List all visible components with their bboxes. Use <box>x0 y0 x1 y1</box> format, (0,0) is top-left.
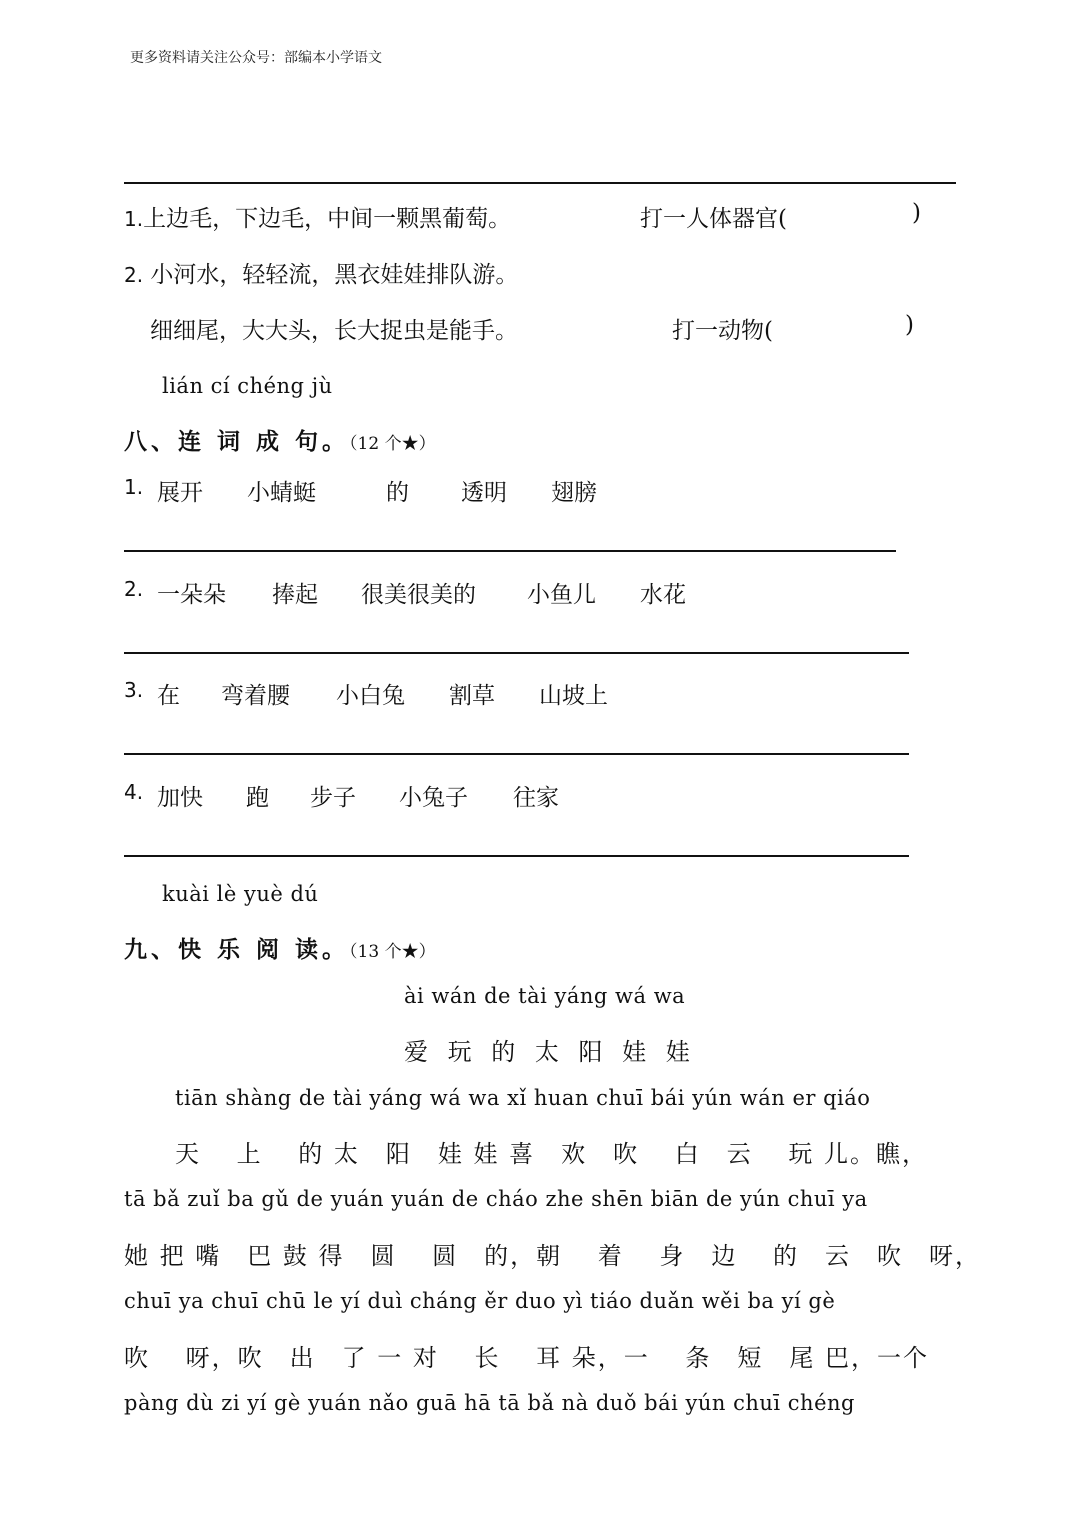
section8-stars: （12 个★） <box>349 434 436 454</box>
word: 展开 <box>157 480 203 506</box>
story-line-2: 她 把 嘴 巴 鼓 得 圆 圆 的，朝 着 身 边 的 云 吹 呀， <box>124 1242 982 1270</box>
sentence-item-4: 4. 加快 跑 步子 小兔子 往家 <box>124 780 559 811</box>
story-line-3-pinyin: chuī ya chuī chū le yí duì cháng ěr duo yì tiáo duǎn wěi ba yí gè <box>124 1289 836 1313</box>
section8-heading <box>124 423 436 456</box>
sentence-item-3: 3. 在 弯着腰 小白兔 割草 山坡上 <box>124 678 608 709</box>
riddle-1-text: 上边毛，下边毛，中间一颗黑葡萄。 <box>143 206 512 232</box>
word: 水花 <box>640 582 686 608</box>
riddle-1-answer-close: ) <box>912 200 921 226</box>
story-line-2-pinyin: tā bǎ zuǐ ba gǔ de yuán yuán de cháo zhe shēn biān de yún chuī ya <box>124 1187 868 1211</box>
sentence-item-2: 2. 一朵朵 捧起 很美很美的 小鱼儿 水花 <box>124 577 686 608</box>
word: 捧起 <box>272 582 318 608</box>
word: 在 <box>157 683 180 709</box>
riddle-2 <box>124 256 518 289</box>
story-title-pinyin: ài wán de tài yáng wá wa <box>404 984 686 1008</box>
section9-heading <box>124 931 436 964</box>
story-line-4-pinyin: pàng dù zi yí gè yuán nǎo guā hā tā bǎ nà duǒ bái yún chuī chéng <box>124 1391 855 1415</box>
word: 割草 <box>449 683 495 709</box>
section9-stars: （13 个★） <box>349 942 436 962</box>
answer-line-2[interactable] <box>124 652 909 654</box>
word: 一朵朵 <box>157 582 226 608</box>
riddle-2-answer-close: ) <box>905 312 914 338</box>
story-line-1: 天 上 的 太 阳 娃 娃 喜 欢 吹 白 云 玩 儿。瞧， <box>175 1140 929 1168</box>
story-line-1-pinyin: tiān shàng de tài yáng wá wa xǐ huan chuī bái yún wán er qiáo <box>175 1086 871 1110</box>
story-line-3: 吹 呀，吹 出 了 一 对 长 耳 朵，一 条 短 尾 巴，一个 <box>124 1344 930 1372</box>
section8-pinyin: lián cí chéng jù <box>162 374 333 398</box>
word: 小蜻蜓 <box>247 480 316 506</box>
word: 的 <box>386 480 409 506</box>
answer-line-4[interactable] <box>124 855 909 857</box>
section9-pinyin: kuài lè yuè dú <box>162 882 319 906</box>
word: 小白兔 <box>336 683 405 709</box>
word: 山坡上 <box>539 683 608 709</box>
riddle-2-hint: 打一动物( <box>672 318 773 344</box>
word: 弯着腰 <box>221 683 290 709</box>
riddle-2-text: 小河水，轻轻流，黑衣娃娃排队游。 <box>150 262 519 288</box>
word: 透明 <box>461 480 507 506</box>
word: 加快 <box>157 785 203 811</box>
riddle-2-line2: 细细尾，大大头，长大捉虫是能手。 <box>150 318 518 344</box>
top-rule <box>124 182 956 184</box>
word: 小兔子 <box>399 785 468 811</box>
word: 翅膀 <box>551 480 597 506</box>
word: 步子 <box>310 785 356 811</box>
story-title: 爱 玩 的 太 阳 娃 娃 <box>404 1038 696 1066</box>
word: 很美很美的 <box>361 582 476 608</box>
riddle-2-num: 2. <box>124 263 144 287</box>
riddle-1-hint: 打一人体器官( <box>640 206 787 232</box>
word: 跑 <box>246 785 269 811</box>
answer-line-3[interactable] <box>124 753 909 755</box>
riddle-1 <box>124 200 511 233</box>
word: 小鱼儿 <box>527 582 596 608</box>
riddle-1-num: 1. <box>124 207 144 231</box>
word: 往家 <box>513 785 559 811</box>
answer-line-1[interactable] <box>124 550 896 552</box>
sentence-item-1: 1. 展开 小蜻蜓 的 透明 翅膀 <box>124 475 597 506</box>
section9-label: 九、快 乐 阅 读。 <box>124 936 350 963</box>
section8-label: 八、连 词 成 句。 <box>124 428 350 455</box>
header-note: 更多资料请关注公众号：部编本小学语文 <box>130 50 382 66</box>
